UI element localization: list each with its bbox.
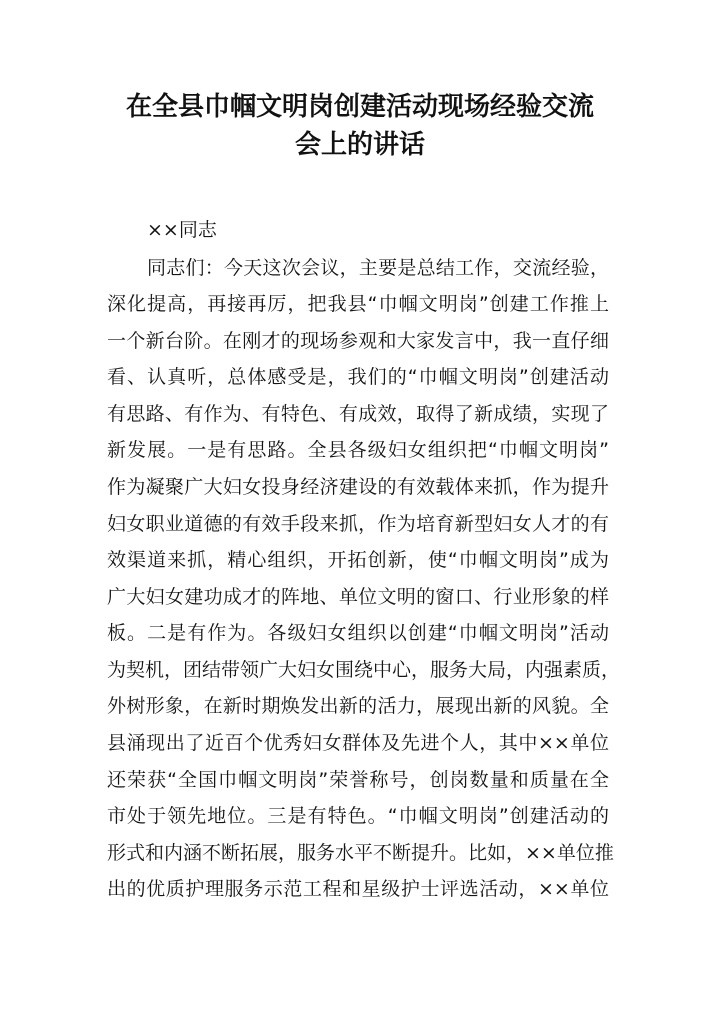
body-line: 广大妇女建功成才的阵地、单位文明的窗口、行业形象的样 [107,586,609,608]
body-line: 出的优质护理服务示范工程和星级护士评选活动，××单位 [107,878,609,900]
body-line: 还荣获“全国巾帼文明岗”荣誉称号，创岗数量和质量在全 [107,769,609,791]
body-line: 新发展。一是有思路。全县各级妇女组织把“巾帼文明岗” [107,439,609,461]
body-line: 看、认真听，总体感受是，我们的“巾帼文明岗”创建活动 [107,366,609,388]
body-line: 一个新台阶。在刚才的现场参观和大家发言中，我一直仔细 [107,330,609,352]
body-line: 板。二是有作为。各级妇女组织以创建“巾帼文明岗”活动 [107,622,609,644]
body-line: 市处于领先地位。三是有特色。“巾帼文明岗”创建活动的 [107,805,609,827]
body-line: 妇女职业道德的有效手段来抓，作为培育新型妇女人才的有 [107,513,609,535]
body-line: 形式和内涵不断拓展，服务水平不断提升。比如，××单位推 [107,842,614,864]
body-line: 为契机，团结带领广大妇女围绕中心，服务大局，内强素质， [107,659,621,681]
salutation: ××同志 [147,219,217,241]
body-line: 外树形象，在新时期焕发出新的活力，展现出新的风貌。全 [107,695,609,717]
body-line: 深化提高，再接再厉，把我县“巾帼文明岗”创建工作推上 [107,293,609,315]
document-title-line-1: 在全县巾帼文明岗创建活动现场经验交流 [125,92,594,122]
body-line: 同志们：今天这次会议，主要是总结工作，交流经验， [147,257,609,279]
body-line: 有思路、有作为、有特色、有成效，取得了新成绩，实现了 [107,403,609,425]
body-line: 作为凝聚广大妇女投身经济建设的有效载体来抓，作为提升 [107,476,609,498]
document-title-line-2: 会上的讲话 [294,130,425,160]
body-line: 效渠道来抓，精心组织，开拓创新，使“巾帼文明岗”成为 [107,549,609,571]
body-line: 县涌现出了近百个优秀妇女群体及先进个人，其中××单位 [107,732,609,754]
